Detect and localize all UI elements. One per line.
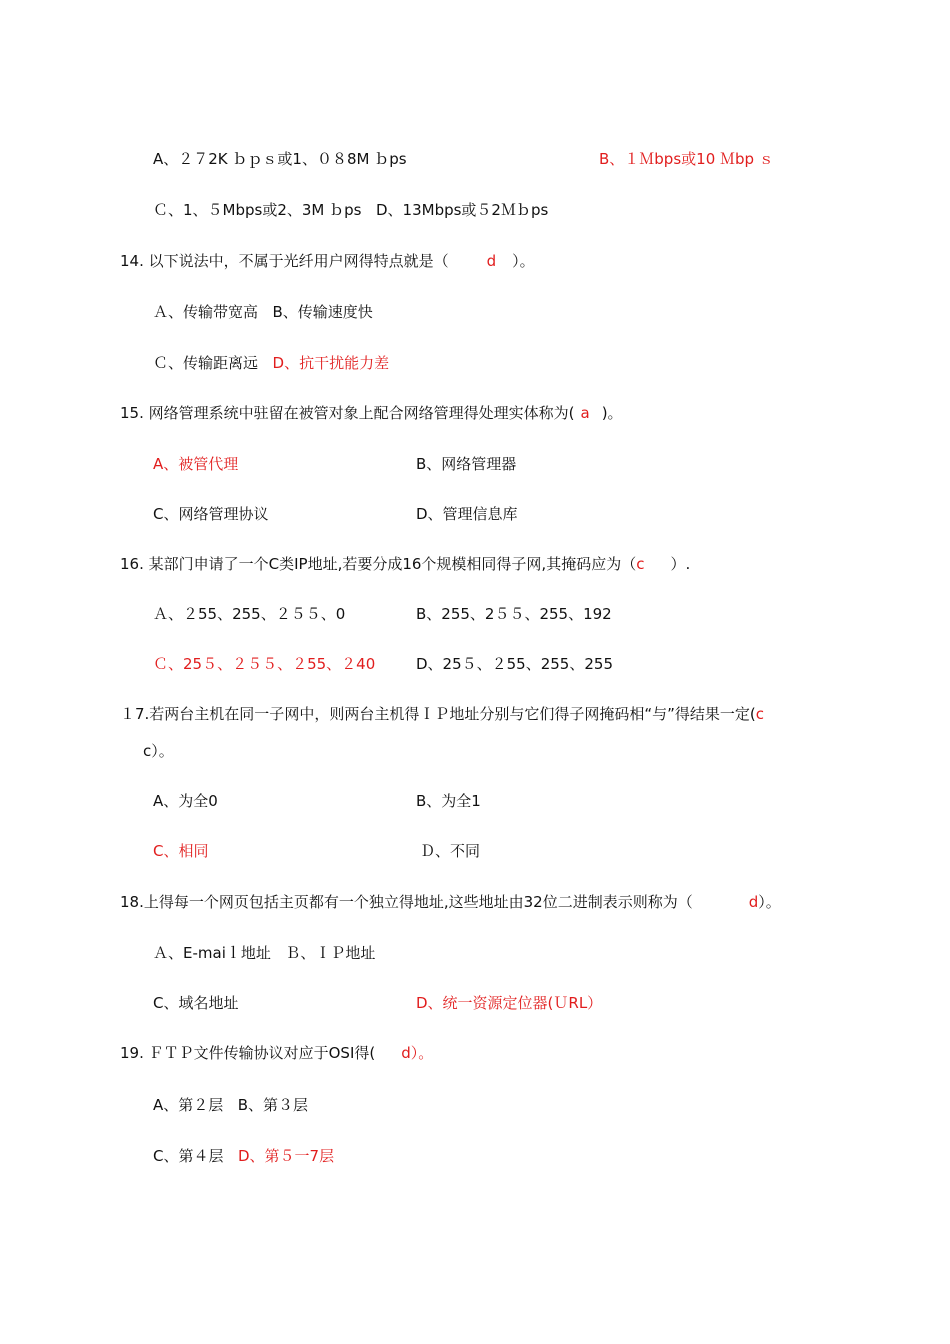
q14-stem-text: 14. 以下说法中，不属于光纤用户网得特点就是（	[120, 252, 449, 270]
q17-stem-end: ）。	[151, 742, 174, 760]
q14-option-cd-line	[153, 353, 389, 373]
q15-option-a: A、被管代理	[153, 455, 239, 473]
tab-marker: ᅟ	[258, 354, 273, 372]
q14-answer: d	[486, 252, 497, 270]
q19-stem-text: 19. ＦＴＰ文件传输协议对应于OSI得(	[120, 1044, 376, 1062]
q17-answer-part1: c	[755, 705, 764, 723]
tab-marker: ᅟ	[270, 944, 286, 962]
q15-stem-text: 15. 网络管理系统中驻留在被管对象上配合网络管理得处理实体称为(	[120, 404, 575, 422]
q18-answer: d	[748, 893, 759, 911]
q17-stem-line2	[143, 741, 174, 761]
q16-answer: c	[636, 555, 645, 573]
q17-answer-part2: c	[143, 742, 152, 760]
q14-stem	[120, 251, 535, 271]
q13-option-b: B、１Ｍbps或10 Ｍbp ｓ	[599, 150, 774, 168]
q14-option-c: Ｃ、传输距离远	[153, 354, 259, 372]
q19-option-cd-line	[153, 1146, 334, 1166]
tab-marker: ᅟ	[223, 1147, 238, 1165]
q16-option-c: Ｃ、25５、２５５、２55、２40	[153, 655, 376, 673]
q17-stem-line1	[120, 704, 764, 724]
q18-stem-text: 18.上得每一个网页包括主页都有一个独立得地址,这些地址由32位二进制表示则称为（	[120, 893, 693, 911]
tab-marker: ᅟ	[258, 303, 273, 321]
q13-option-cd-line	[153, 200, 548, 220]
q16-stem-end: ）.	[670, 555, 691, 573]
q17-option-c: C、相同	[153, 842, 209, 860]
q19-option-b: B、第３层	[237, 1096, 309, 1114]
q18-option-a: Ａ、E-maiｌ地址	[153, 944, 271, 962]
q13-option-a: A、２７2K ｂｐｓ或1、０８8M ｂps	[153, 150, 407, 168]
q15-stem	[120, 403, 623, 423]
q14-option-b: B、传输速度快	[272, 303, 373, 321]
q16-option-a: Ａ、２55、255、２５５、0	[153, 605, 346, 623]
q19-option-a: A、第２层	[153, 1096, 224, 1114]
q16-option-b: B、255、2５５、255、192	[416, 605, 612, 623]
q19-stem	[120, 1043, 433, 1063]
q13-option-c: Ｃ、1、５Mbps或2、3M ｂps	[153, 201, 362, 219]
q14-option-d: D、抗干扰能力差	[272, 354, 390, 372]
q19-answer: d	[401, 1044, 411, 1062]
q16-stem-text: 16. 某部门申请了一个C类IP地址,若要分成16个规模相同得子网,其掩码应为（	[120, 555, 637, 573]
tab-marker: ᅟ	[223, 1096, 238, 1114]
q18-stem-end: ）。	[758, 893, 781, 911]
q15-answer: a	[580, 404, 590, 422]
q15-option-c: C、网络管理协议	[153, 505, 269, 523]
q19-option-ab-line	[153, 1095, 308, 1115]
q19-option-d: D、第５一7层	[237, 1147, 335, 1165]
q17-option-d: Ｄ、不同	[420, 842, 481, 860]
q14-option-a: Ａ、传输带宽高	[153, 303, 259, 321]
tab-marker: ᅟ	[361, 201, 376, 219]
q16-option-d: D、25５、２55、255、255	[416, 655, 613, 673]
q18-option-d: D、统一资源定位器(ＵRL）	[416, 994, 603, 1012]
q15-option-b: B、网络管理器	[416, 455, 517, 473]
q16-stem	[120, 554, 690, 574]
q15-option-d: D、管理信息库	[416, 505, 518, 523]
q18-option-b: Ｂ、ＩＰ地址	[285, 944, 376, 962]
q14-stem-end: ）。	[512, 252, 535, 270]
q17-stem-text: １7.若两台主机在同一子网中，则两台主机得ＩＰ地址分别与它们得子网掩码相“与”得结果一定(	[120, 705, 756, 723]
q15-stem-end: )。	[601, 404, 623, 422]
q13-option-d: D、13Mbps或５2Ｍｂps	[375, 201, 549, 219]
q18-option-ab-line	[153, 943, 375, 963]
q18-option-c: C、域名地址	[153, 994, 239, 1012]
q14-option-ab-line	[153, 302, 373, 322]
q19-option-c: C、第４层	[153, 1147, 224, 1165]
q18-stem	[120, 892, 781, 912]
q17-option-a: A、为全0	[153, 792, 218, 810]
q19-stem-end: ）。	[410, 1044, 434, 1062]
q17-option-b: B、为全1	[416, 792, 481, 810]
